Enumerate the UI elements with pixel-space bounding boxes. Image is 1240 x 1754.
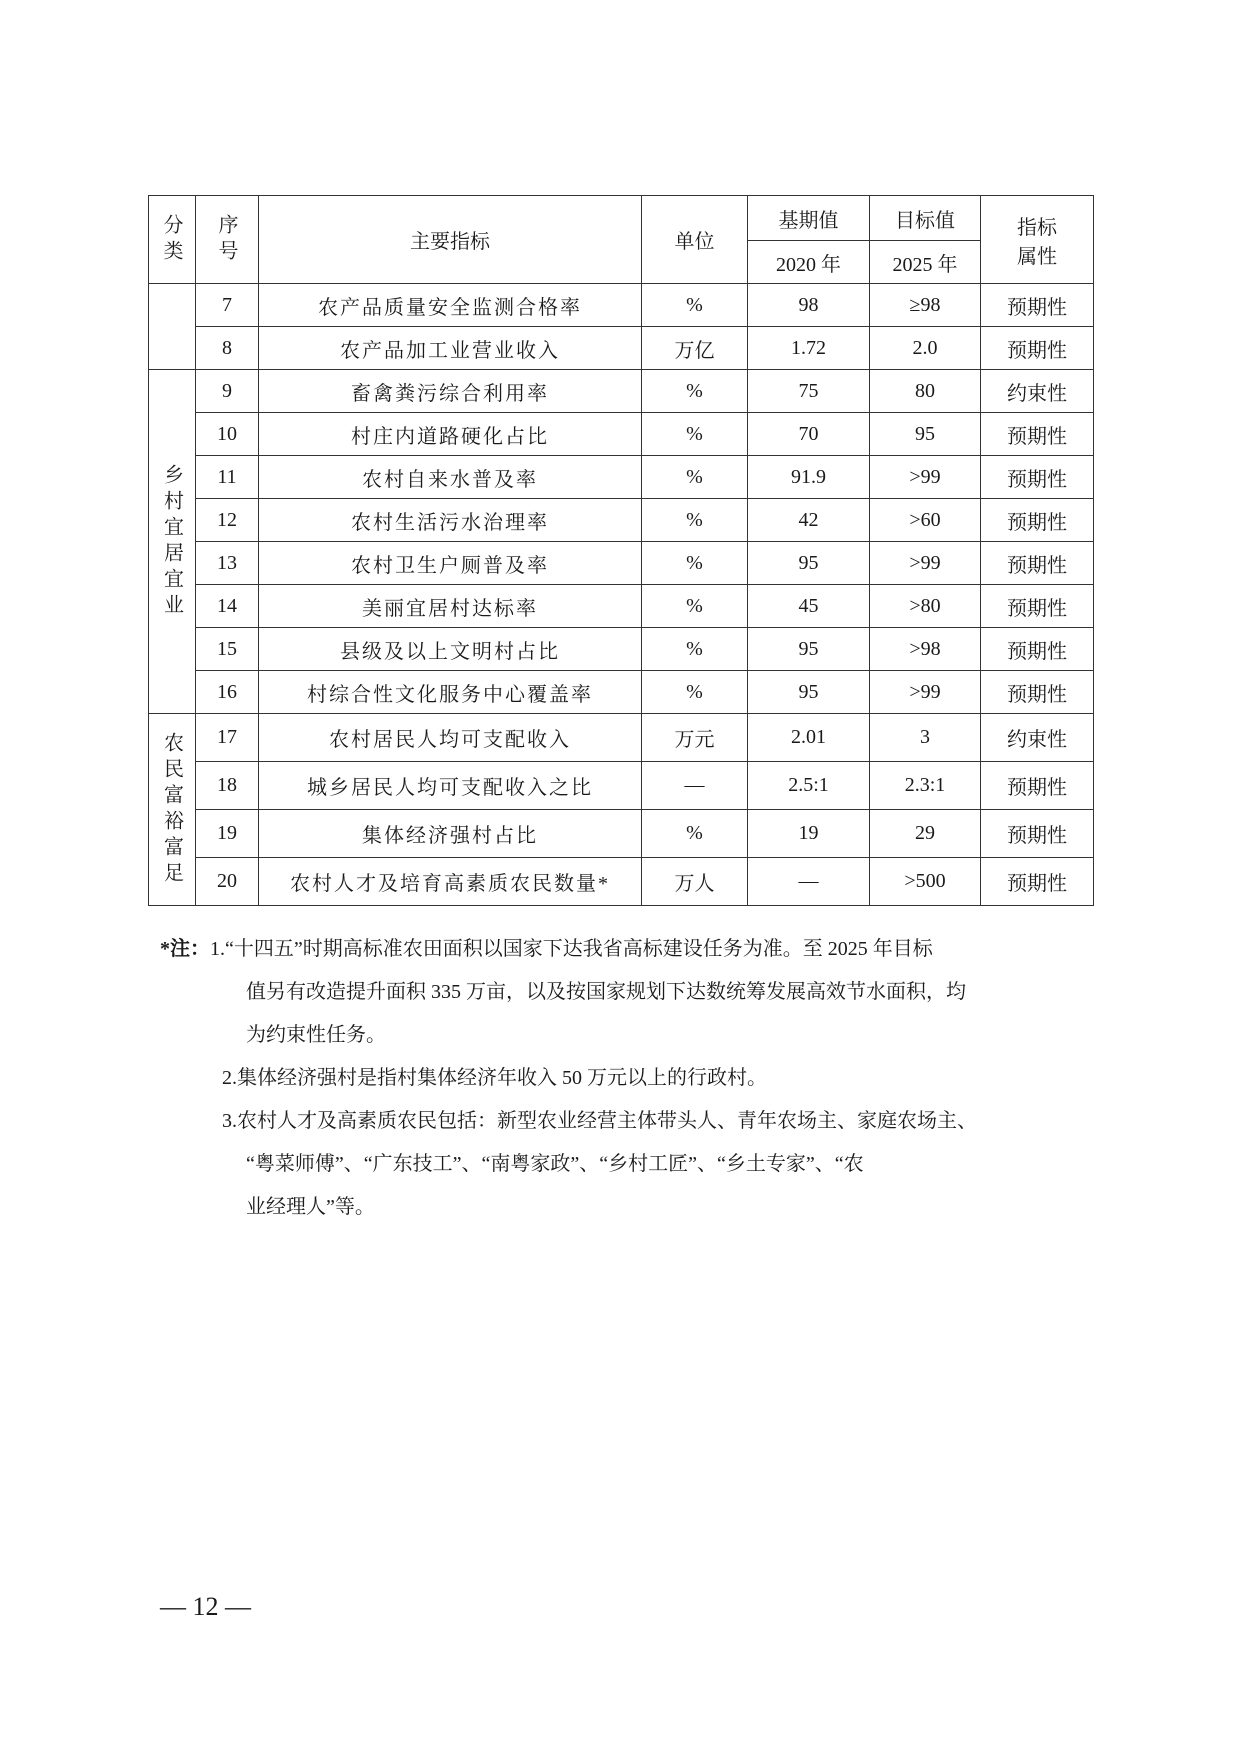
target-cell: >99	[870, 456, 981, 499]
target-cell: >99	[870, 671, 981, 714]
indicator-cell: 畜禽粪污综合利用率	[259, 370, 642, 413]
target-cell: 2.0	[870, 327, 981, 370]
header-attribute	[981, 196, 1094, 284]
baseline-cell: 42	[748, 499, 870, 542]
category-cell	[149, 284, 196, 370]
note-1-text: 1.“十四五”时期高标准农田面积以国家下达我省高标建设任务为准。至 2025 年目标	[210, 938, 933, 960]
attribute-cell: 约束性	[981, 714, 1094, 762]
header-attribute-line1: 指标	[1017, 214, 1057, 239]
header-unit: 单位	[642, 196, 748, 284]
seq-cell: 13	[196, 542, 259, 585]
header-category: 分类	[149, 196, 196, 284]
notes-section	[160, 928, 1090, 1229]
seq-cell: 20	[196, 858, 259, 906]
note-1-line-2: 值另有改造提升面积 335 万亩，以及按国家规划下达数统筹发展高效节水面积，均	[246, 981, 966, 1003]
unit-cell: %	[642, 810, 748, 858]
baseline-cell: 91.9	[748, 456, 870, 499]
table-row	[149, 499, 1094, 542]
target-cell: 3	[870, 714, 981, 762]
attribute-cell: 预期性	[981, 499, 1094, 542]
table-row	[149, 370, 1094, 413]
attribute-cell: 预期性	[981, 810, 1094, 858]
table-row	[149, 585, 1094, 628]
indicator-cell: 美丽宜居村达标率	[259, 585, 642, 628]
indicator-cell: 农村卫生户厕普及率	[259, 542, 642, 585]
table-row	[149, 714, 1094, 762]
table-row	[149, 284, 1094, 327]
attribute-cell: 预期性	[981, 585, 1094, 628]
target-cell: >500	[870, 858, 981, 906]
baseline-cell: 1.72	[748, 327, 870, 370]
seq-cell: 16	[196, 671, 259, 714]
unit-cell: —	[642, 762, 748, 810]
attribute-cell: 预期性	[981, 542, 1094, 585]
unit-cell: %	[642, 542, 748, 585]
unit-cell: %	[642, 499, 748, 542]
indicator-cell: 农村自来水普及率	[259, 456, 642, 499]
table-row	[149, 671, 1094, 714]
note-3-line-3: 业经理人”等。	[246, 1196, 375, 1218]
indicator-cell: 农产品质量安全监测合格率	[259, 284, 642, 327]
header-attribute-line2: 属性	[1017, 243, 1057, 268]
baseline-cell: 2.01	[748, 714, 870, 762]
table-row	[149, 542, 1094, 585]
unit-cell: %	[642, 628, 748, 671]
unit-cell: 万亿	[642, 327, 748, 370]
note-3-line-1: 3.农村人才及高素质农民包括：新型农业经营主体带头人、青年农场主、家庭农场主、	[222, 1110, 977, 1132]
baseline-cell: 75	[748, 370, 870, 413]
indicator-cell: 村综合性文化服务中心覆盖率	[259, 671, 642, 714]
attribute-cell: 预期性	[981, 628, 1094, 671]
unit-cell: %	[642, 370, 748, 413]
category-label: 农民富裕富足	[160, 731, 183, 888]
page-number: — 12 —	[160, 1592, 251, 1621]
seq-cell: 12	[196, 499, 259, 542]
attribute-cell: 预期性	[981, 762, 1094, 810]
header-target: 目标值	[870, 196, 981, 241]
unit-cell: %	[642, 671, 748, 714]
target-cell: >98	[870, 628, 981, 671]
baseline-cell: 2.5:1	[748, 762, 870, 810]
indicator-cell: 村庄内道路硬化占比	[259, 413, 642, 456]
unit-cell: %	[642, 284, 748, 327]
attribute-cell: 约束性	[981, 370, 1094, 413]
attribute-cell: 预期性	[981, 858, 1094, 906]
baseline-cell: 45	[748, 585, 870, 628]
baseline-cell: —	[748, 858, 870, 906]
target-cell: >80	[870, 585, 981, 628]
notes-label: *注：	[160, 938, 210, 960]
seq-cell: 19	[196, 810, 259, 858]
unit-cell: %	[642, 456, 748, 499]
indicator-cell: 城乡居民人均可支配收入之比	[259, 762, 642, 810]
header-seq: 序号	[196, 196, 259, 284]
seq-cell: 17	[196, 714, 259, 762]
target-cell: 95	[870, 413, 981, 456]
indicator-cell: 集体经济强村占比	[259, 810, 642, 858]
unit-cell: %	[642, 413, 748, 456]
table-row	[149, 456, 1094, 499]
attribute-cell: 预期性	[981, 671, 1094, 714]
attribute-cell: 预期性	[981, 413, 1094, 456]
indicator-cell: 县级及以上文明村占比	[259, 628, 642, 671]
header-target-year: 2025 年	[870, 241, 981, 284]
table-row	[149, 628, 1094, 671]
indicator-cell: 农产品加工业营业收入	[259, 327, 642, 370]
baseline-cell: 98	[748, 284, 870, 327]
baseline-cell: 70	[748, 413, 870, 456]
seq-cell: 14	[196, 585, 259, 628]
table-row	[149, 810, 1094, 858]
unit-cell: %	[642, 585, 748, 628]
baseline-cell: 95	[748, 628, 870, 671]
seq-cell: 8	[196, 327, 259, 370]
unit-cell: 万人	[642, 858, 748, 906]
header-baseline-year: 2020 年	[748, 241, 870, 284]
seq-cell: 15	[196, 628, 259, 671]
note-1-line-3: 为约束性任务。	[246, 1024, 386, 1046]
note-3-line-2: “粤菜师傅”、“广东技工”、“南粤家政”、“乡村工匠”、“乡土专家”、“农	[246, 1153, 864, 1175]
table-row	[149, 762, 1094, 810]
target-cell: 29	[870, 810, 981, 858]
table-row	[149, 413, 1094, 456]
attribute-cell: 预期性	[981, 284, 1094, 327]
target-cell: >60	[870, 499, 981, 542]
seq-cell: 9	[196, 370, 259, 413]
attribute-cell: 预期性	[981, 327, 1094, 370]
note-1-line-1	[160, 928, 1090, 971]
target-cell: 80	[870, 370, 981, 413]
attribute-cell: 预期性	[981, 456, 1094, 499]
indicator-cell: 农村人才及培育高素质农民数量*	[259, 858, 642, 906]
category-cell	[149, 714, 196, 906]
table-row	[149, 858, 1094, 906]
indicator-cell: 农村生活污水治理率	[259, 499, 642, 542]
indicator-cell: 农村居民人均可支配收入	[259, 714, 642, 762]
baseline-cell: 95	[748, 542, 870, 585]
unit-cell: 万元	[642, 714, 748, 762]
note-2: 2.集体经济强村是指村集体经济年收入 50 万元以上的行政村。	[222, 1067, 767, 1089]
table-row	[149, 327, 1094, 370]
indicators-table	[148, 195, 1094, 906]
seq-cell: 18	[196, 762, 259, 810]
category-cell	[149, 370, 196, 714]
header-indicator: 主要指标	[259, 196, 642, 284]
target-cell: ≥98	[870, 284, 981, 327]
target-cell: >99	[870, 542, 981, 585]
seq-cell: 7	[196, 284, 259, 327]
seq-cell: 11	[196, 456, 259, 499]
header-baseline: 基期值	[748, 196, 870, 241]
baseline-cell: 19	[748, 810, 870, 858]
target-cell: 2.3:1	[870, 762, 981, 810]
category-label: 乡村宜居宜业	[160, 463, 183, 620]
seq-cell: 10	[196, 413, 259, 456]
baseline-cell: 95	[748, 671, 870, 714]
